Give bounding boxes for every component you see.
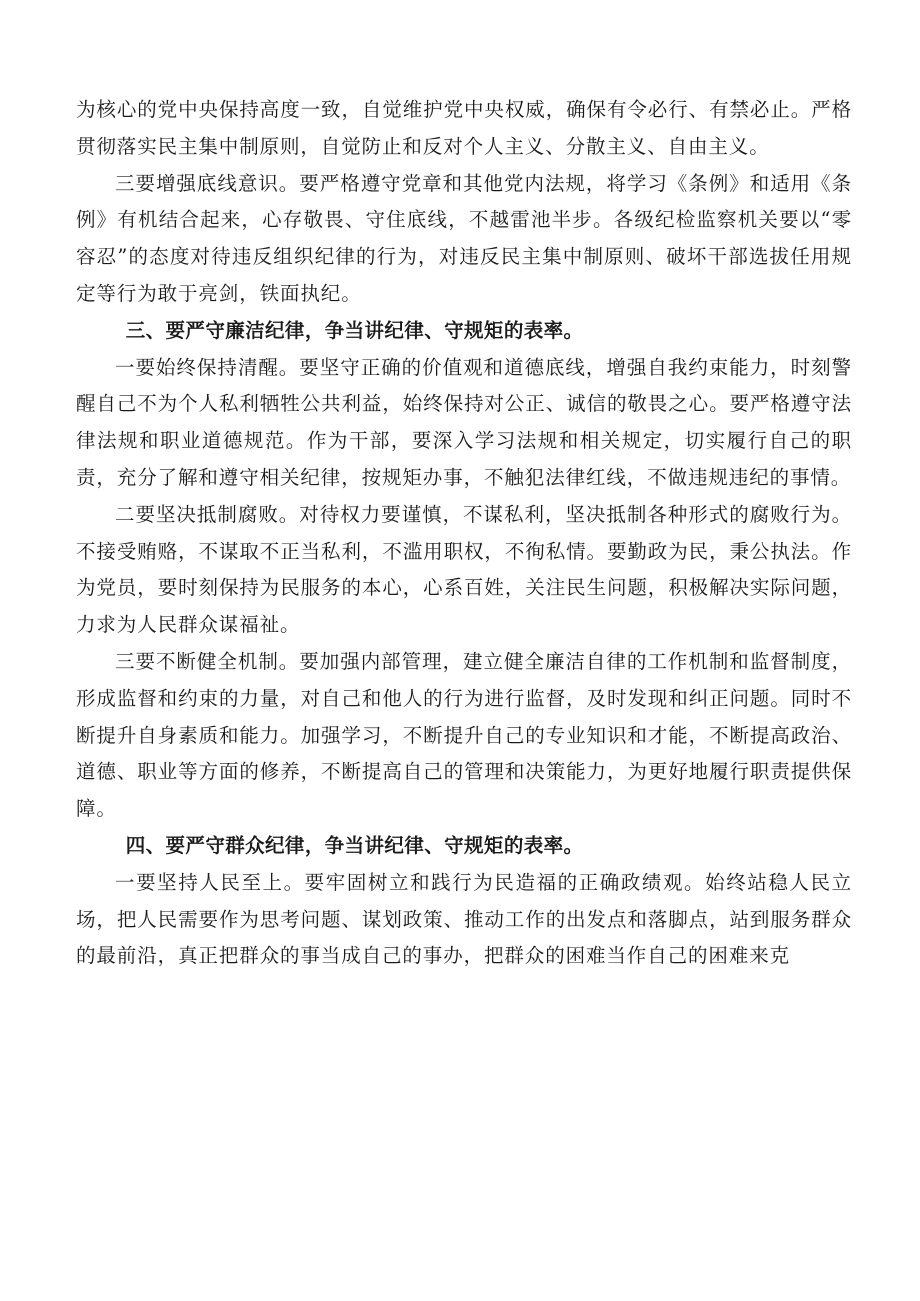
paragraph-stay-clear-minded: 一要始终保持清醒。要坚守正确的价值观和道德底线，增强自我约束能力，时刻警醒自己不为个人私利牺牲公共利益，始终保持对公正、诚信的敬畏之心。要严格遵守法律法规和职业道德规范。作为干部，要深入学习法规和相关规定，切实履行自己的职责，充分了解和遵守相关纪律，按规矩办事，不触犯法律红线，不做违规违纪的事情。 bbox=[76, 355, 852, 489]
paragraph-continuation: 为核心的党中央保持高度一致，自觉维护党中央权威，确保有令必行、有禁必止。严格贯彻落实民主集中制原则，自觉防止和反对个人主义、分散主义、自由主义。 bbox=[76, 98, 852, 158]
section-heading-mass-discipline: 四、要严守群众纪律，争当讲纪律、守规矩的表率。 bbox=[125, 833, 584, 857]
document-page bbox=[76, 92, 852, 975]
paragraph-improve-mechanisms: 三要不断健全机制。要加强内部管理，建立健全廉洁自律的工作机制和监督制度，形成监督和约束的力量，对自己和他人的行为进行监督，及时发现和纠正问题。同时不断提升自身素质和能力。加强学习，不断提升自己的专业知识和才能，不断提高政治、道德、职业等方面的修养，不断提高自己的管理和决策能力，为更好地履行职责提供保障。 bbox=[76, 649, 852, 821]
paragraph-resist-corruption: 二要坚决抵制腐败。对待权力要谨慎，不谋私利，坚决抵制各种形式的腐败行为。不接受贿赂，不谋取不正当私利，不滥用职权，不徇私情。要勤政为民，秉公执法。作为党员，要时刻保持为民服务的本心，心系百姓，关注民生问题，积极解决实际问题，力求为人民群众谋福祉。 bbox=[76, 502, 852, 637]
paragraph-bottom-line-awareness: 三要增强底线意识。要严格遵守党章和其他党内法规，将学习《条例》和适用《条例》有机结合起来，心存敬畏、守住底线，不越雷池半步。各级纪检监察机关要以“零容忍”的态度对待违反组织纪律的行为，对违反民主集中制原则、破坏干部选拔任用规定等行为敢于亮剑，铁面执纪。 bbox=[76, 171, 852, 305]
section-heading-integrity-discipline: 三、要严守廉洁纪律，争当讲纪律、守规矩的表率。 bbox=[125, 318, 584, 342]
paragraph-people-first: 一要坚持人民至上。要牢固树立和践行为民造福的正确政绩观。始终站稳人民立场，把人民需要作为思考问题、谋划政策、推动工作的出发点和落脚点，站到服务群众的最前沿，真正把群众的事当成自己的事办，把群众的困难当作自己的困难来克 bbox=[76, 870, 852, 968]
